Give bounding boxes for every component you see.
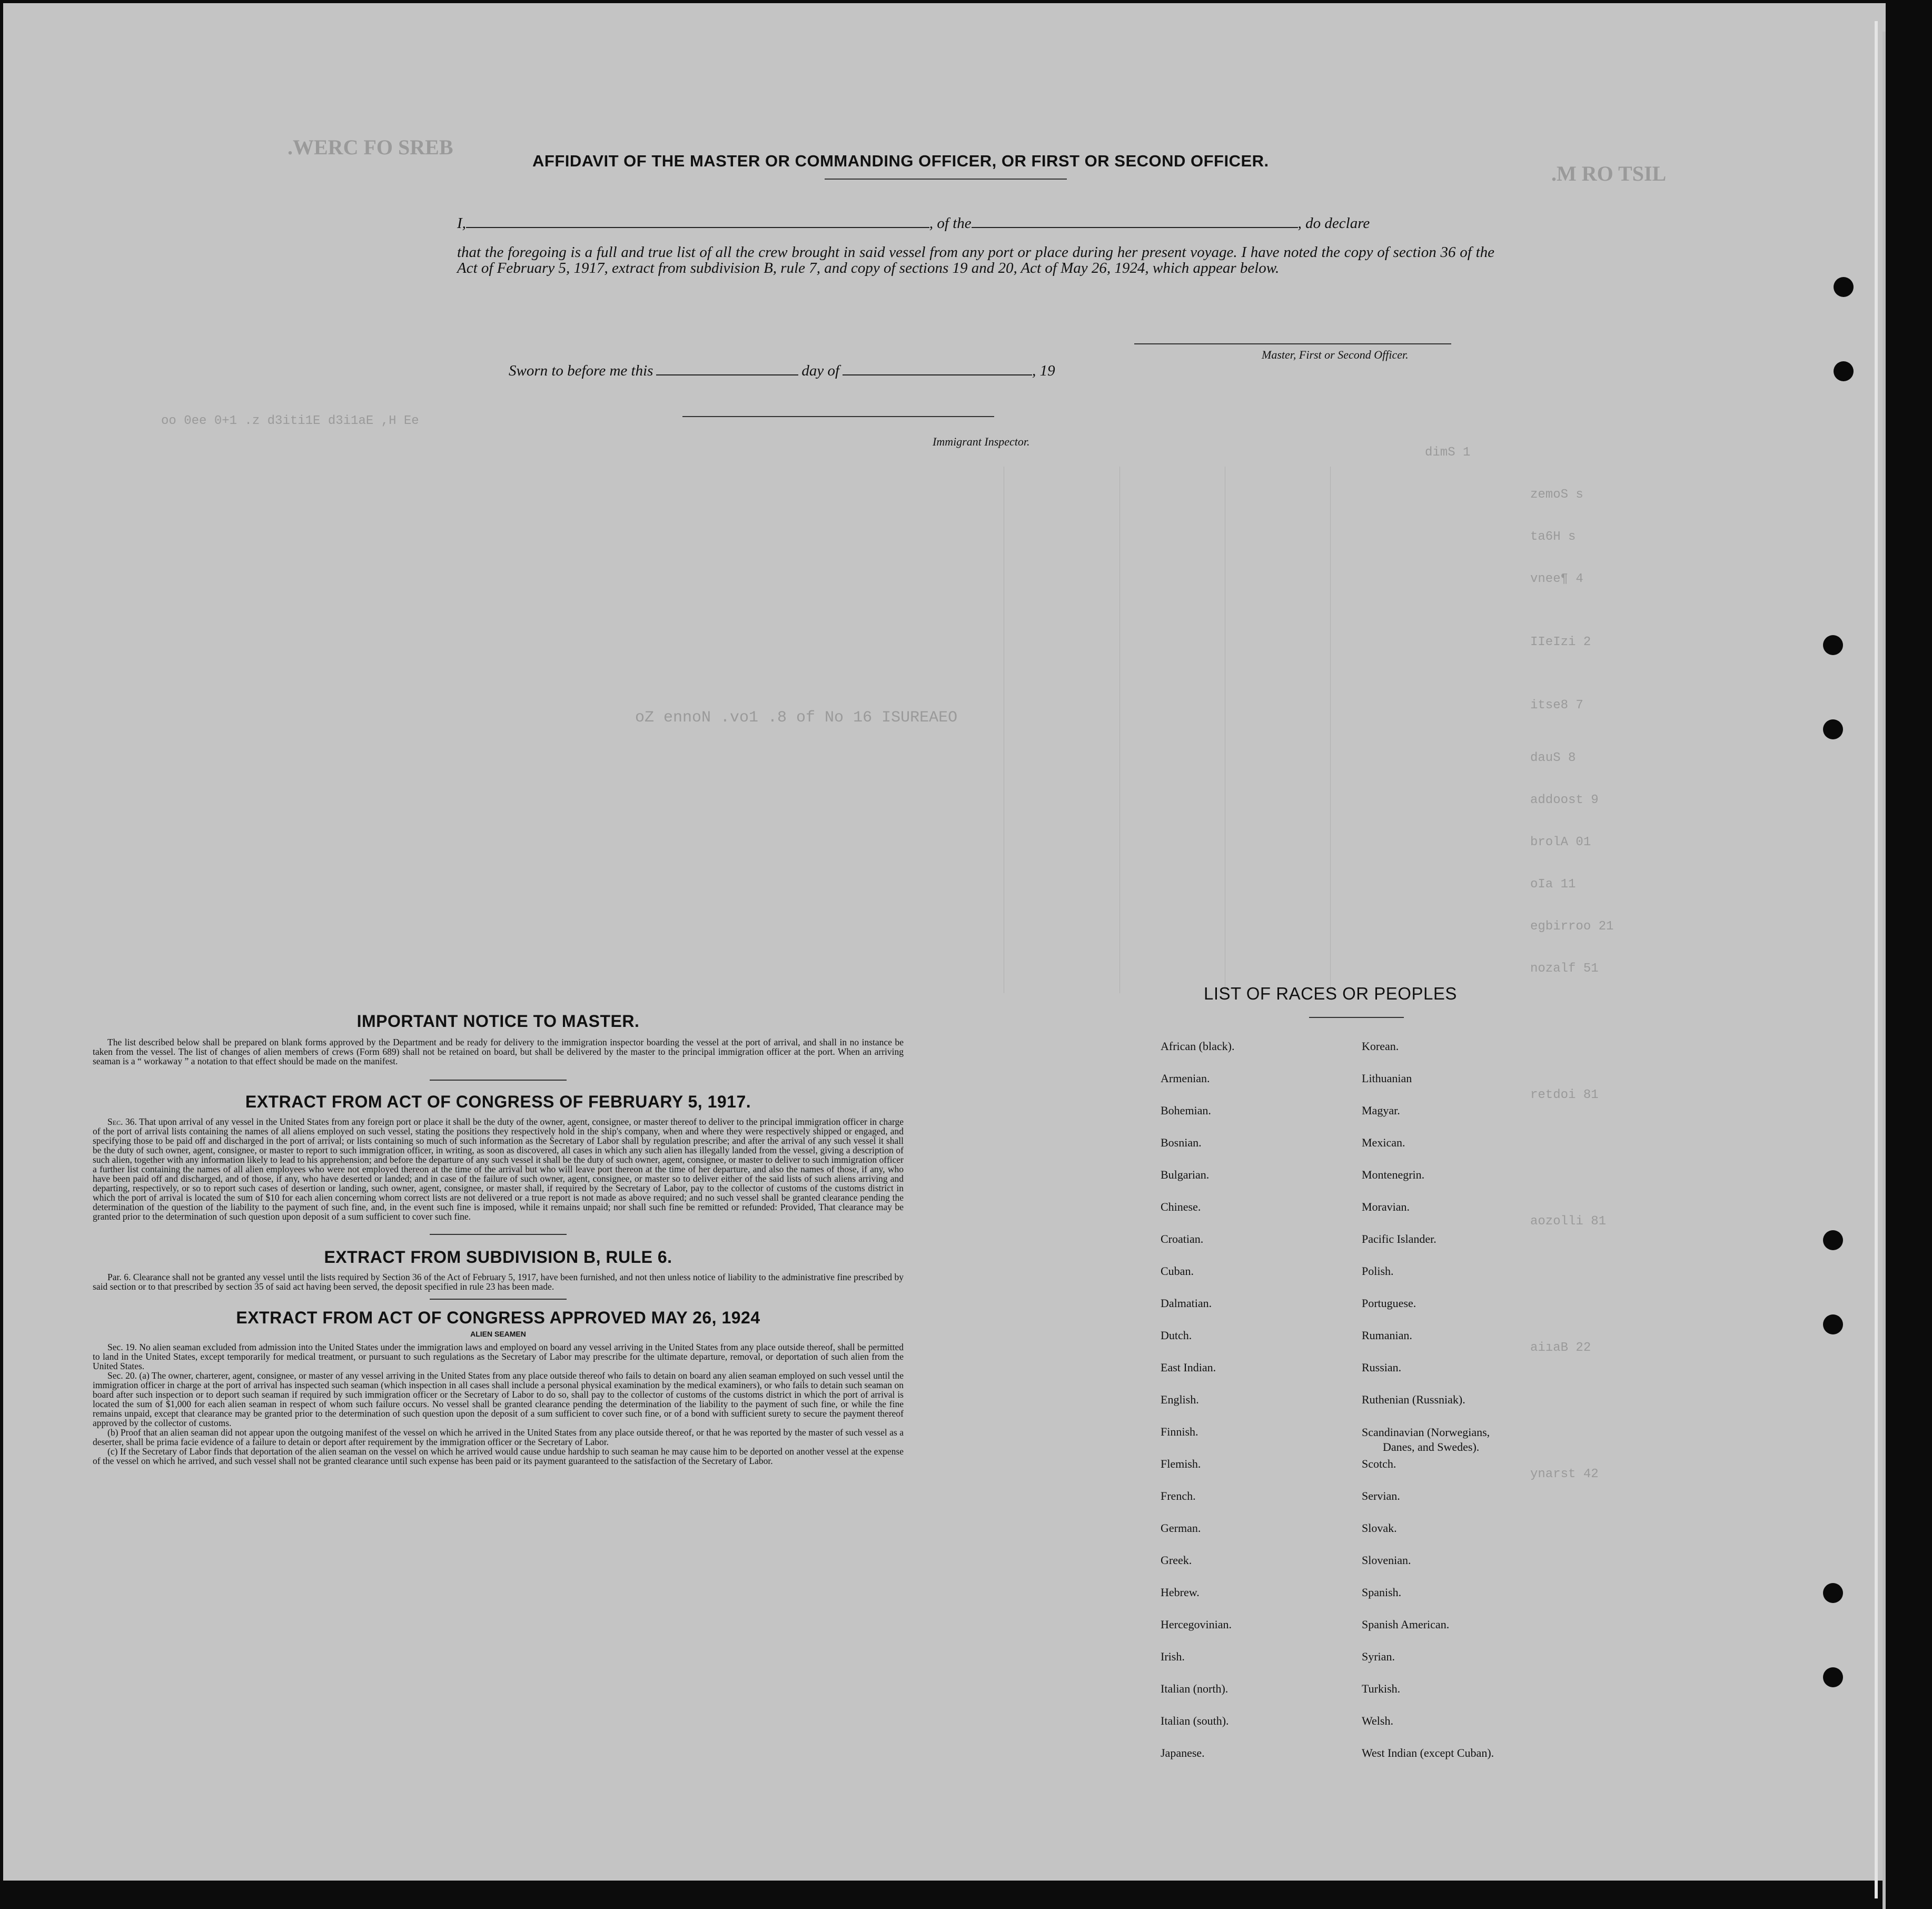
race-item-scandinavian: [1362, 1425, 1494, 1457]
races-title-underline: [1309, 1017, 1404, 1018]
race-item: Flemish.: [1161, 1457, 1201, 1470]
bleed-through-mark: aiıaB 22: [1530, 1341, 1591, 1355]
punch-hole: [1823, 635, 1843, 655]
race-item: Magyar.: [1362, 1104, 1400, 1117]
punch-hole: [1834, 277, 1854, 297]
bleed-through-mark: retdoi 81: [1530, 1088, 1599, 1102]
race-item: Chinese.: [1161, 1200, 1201, 1213]
race-item: West Indian (except Cuban).: [1362, 1746, 1494, 1759]
affidavit-declare-label: , do declare: [1297, 215, 1370, 232]
race-item: Mexican.: [1362, 1136, 1405, 1149]
race-item: Slovenian.: [1362, 1554, 1411, 1567]
races-right-column: [1362, 1040, 1494, 1778]
race-item: Pacific Islander.: [1362, 1232, 1436, 1245]
notice-title: IMPORTANT NOTICE TO MASTER.: [356, 1012, 640, 1031]
race-item: Dutch.: [1161, 1329, 1192, 1342]
race-item: Syrian.: [1362, 1650, 1395, 1663]
race-item: German.: [1161, 1521, 1201, 1535]
section-divider: [430, 1299, 567, 1300]
race-item: Spanish American.: [1362, 1618, 1450, 1631]
affidavit-i-label: I,: [457, 215, 466, 232]
sec20c-paragraph: (c) If the Secretary of Labor finds that deportation of the alien seaman on the vessel on which he arrived would cause undue hardship to such seaman he may cause him to be deported on another vessel at the expense of the vessel on which he arrived, and such vessel shall not be granted clearance until such expense has been paid or its payment guaranteed to the satisfaction of the Secretary of Labor.: [93, 1446, 904, 1466]
race-item: Italian (south).: [1161, 1714, 1229, 1727]
notice-text: [93, 1037, 904, 1066]
race-item: Moravian.: [1362, 1200, 1410, 1213]
bleed-through-mark: IIeIzi 2: [1530, 635, 1591, 649]
bleed-through-line: [1330, 467, 1331, 993]
extract-1924-title: EXTRACT FROM ACT OF CONGRESS APPROVED MAY 26, 1924: [236, 1308, 760, 1327]
sec20b-paragraph: (b) Proof that an alien seaman did not appear upon the outgoing manifest of the vessel on which he arrived in the United States from any place outside thereof, or that he was reported by the master of such vessel as a deserter, shall be prima facie evidence of a failure to detain or deport after requirement by the immigration officer or the Secretary of Labor.: [93, 1427, 904, 1447]
race-item: Welsh.: [1362, 1714, 1393, 1727]
document-page: [3, 3, 1886, 1881]
sworn-line: [509, 362, 1141, 380]
bleed-through-mark: brolA 01: [1530, 835, 1591, 849]
rule-6-text: [93, 1272, 904, 1291]
notice-paragraph: The list described below shall be prepared on blank forms approved by the Department and be ready for delivery to the immigration inspector boarding the vessel at the port of arrival, and shall in no instance be taken from the vessel. The list of changes of alien members of crews (Form 689) shall not be retained on board, but shall be delivered by the master to the principal immigration officer at the port. When an arriving seaman is a “ workaway ” a notation to that effect should be made on the manifest.: [93, 1037, 904, 1066]
master-signature-line[interactable]: [1134, 343, 1451, 344]
title-underline: [825, 179, 1067, 180]
master-caption: Master, First or Second Officer.: [1262, 348, 1409, 361]
race-item: Scotch.: [1362, 1457, 1396, 1470]
race-item: Scandinavian (Norwegians,: [1362, 1426, 1490, 1439]
race-item: Servian.: [1362, 1489, 1400, 1502]
race-item: Slovak.: [1362, 1521, 1397, 1535]
alien-seamen-subtitle: ALIEN SEAMEN: [470, 1330, 526, 1338]
punch-hole: [1823, 1583, 1843, 1603]
punch-hole: [1823, 1314, 1843, 1334]
race-item: Russian.: [1362, 1361, 1402, 1374]
sworn-day-blank[interactable]: [656, 363, 798, 375]
extract-1917-title: EXTRACT FROM ACT OF CONGRESS OF FEBRUARY 5, 1917.: [245, 1092, 751, 1111]
affidavit-declaration-line: [457, 215, 1494, 232]
race-item: Cuban.: [1161, 1264, 1194, 1278]
punch-hole: [1834, 361, 1854, 381]
bleed-through-mark: oIa 11: [1530, 877, 1576, 892]
race-item: French.: [1161, 1489, 1196, 1502]
sec20a-paragraph: Sec. 20. (a) The owner, charterer, agent, consignee, or master of any vessel arriving in the United States from any place outside thereof who fails to detain on board any alien seaman employed on such vessel until the immigration officer in charge at the port of arrival has inspected such seaman (which inspection in all cases shall include a personal physical examination by the medical examiners), or who fails to detain such seaman on board after such inspection or to deport such seaman if required by such immigration officer or the Secretary of Labor to do so, shall pay to the collector of customs of the customs district in which the port of arrival is located the sum of $1,000 for each alien seaman in respect of whom such failure occurs. No vessel shall be granted clearance pending the determination of the liability to the payment of such fine, or while the fine remains unpaid, except that clearance may be granted prior to the determination of such question upon the deposit of a sum sufficient to cover such fine, or of a bond with sufficient surety to secure the payment thereof approved by the collector of customs.: [93, 1370, 904, 1428]
bleed-through-mark: vnee¶ 4: [1530, 572, 1583, 586]
race-item: Korean.: [1362, 1040, 1399, 1053]
bleed-through-mark: zemoS s: [1530, 488, 1583, 502]
section-divider: [430, 1234, 567, 1235]
race-item: Hebrew.: [1161, 1586, 1200, 1599]
bleed-through-mark: itse8 7: [1530, 698, 1583, 713]
bleed-through-mark: .WERC FO SREB: [288, 135, 453, 159]
race-item: Spanish.: [1362, 1586, 1402, 1599]
race-item: Bulgarian.: [1161, 1168, 1210, 1181]
vessel-name-blank[interactable]: [972, 215, 1298, 228]
inspector-signature-line[interactable]: [682, 416, 994, 417]
bleed-through-mark: oo 0ee 0+1 .z d3iti1E d3i1aE ,H Ee: [161, 414, 419, 428]
punch-hole: [1823, 1230, 1843, 1250]
bleed-through-mark: ta6H s: [1530, 530, 1576, 544]
race-item: Polish.: [1362, 1264, 1394, 1278]
affidavit-title: AFFIDAVIT OF THE MASTER OR COMMANDING OFFICER, OR FIRST OR SECOND OFFICER.: [532, 152, 1269, 170]
race-item: Croatian.: [1161, 1232, 1204, 1245]
bleed-through-mark: egbirroo 21: [1530, 919, 1614, 934]
race-item: Lithuanian: [1362, 1072, 1412, 1085]
bleed-through-mark: addoost 9: [1530, 793, 1599, 807]
bleed-through-mark: aozolli 81: [1530, 1214, 1607, 1229]
sec36-body: That upon arrival of any vessel in the United States from any foreign port or place it shall be the duty of the owner, agent, consignee, or master thereof to deliver to the principal immigration officer in charge of the port of arrival lists containing the names of all aliens employed on such vessel, stating the positions they respectively hold in the ship's company, when and where they were respectively shipped or engaged, and specifying those to be paid off and discharged in the port of arrival; or lists containing so much of such information as the Secretary of Labor shall by regulation prescribe; and after the arrival of any such vessel it shall be the duty of such owner, agent, consignee, or master to report to such immigration officer, in writing, as soon as discovered, all cases in which any such alien has illegally landed from the vessel, giving a description of such alien, together with any information likely to lead to his apprehension; and before the departure of any such vessel it shall be the duty of such owner, agent, consignee, or master to deliver to such immigration officer a further list containing the names of all alien employees who were not employed thereon at the time of the arrival but who will leave port thereon at the time of her departure, and also the names of those, if any, who have been paid off and discharged, and of those, if any, who have deserted or landed; and in case of the failure of such owner, agent, consignee, or master so to deliver either of the said lists of such aliens arriving and departing, respectively, or so to report such cases of desertion or landing, such owner, agent, consignee, or master shall, if required by the Secretary of Labor, pay to the collector of customs of the customs district in which the port of arrival is located the sum of $10 for each alien concerning whom correct lists are not delivered or a true report is not made as above required; and no such vessel shall be granted clearance pending the determination of the question of the liability to the payment of such fine, and, in the event such fine is imposed, while it remains unpaid; nor shall such fine be remitted or refunded: Provided, That clearance may be granted prior to the determination of such question upon deposit of a sum sufficient to cover such fine.: [93, 1116, 904, 1222]
extract-1924-text: [93, 1342, 904, 1466]
section-divider: [430, 1080, 567, 1081]
race-item: Armenian.: [1161, 1072, 1210, 1085]
rule-6-title: EXTRACT FROM SUBDIVISION B, RULE 6.: [324, 1248, 672, 1267]
race-item: Italian (north).: [1161, 1682, 1228, 1695]
page-edge: [1883, 32, 1886, 1909]
sec36-lead: Sec. 36.: [107, 1116, 137, 1127]
race-item: Bohemian.: [1161, 1104, 1211, 1117]
race-item: African (black).: [1161, 1040, 1235, 1053]
officer-name-blank[interactable]: [466, 215, 929, 228]
bleed-through-mark: oZ ennoN .vo1 .8 of No 16 ISUREAEO: [635, 709, 958, 727]
race-item: Hercegovinian.: [1161, 1618, 1232, 1631]
race-item: Finnish.: [1161, 1425, 1198, 1438]
punch-hole: [1823, 1667, 1843, 1687]
affidavit-of-label: , of the: [929, 215, 972, 232]
bleed-through-line: [1119, 467, 1120, 993]
races-title: LIST OF RACES OR PEOPLES: [1204, 984, 1457, 1003]
race-item: Bosnian.: [1161, 1136, 1202, 1149]
race-item: Rumanian.: [1362, 1329, 1412, 1342]
bleed-through-mark: dauS 8: [1530, 751, 1576, 765]
bleed-through-mark: nozalf 51: [1530, 962, 1599, 976]
race-item: Greek.: [1161, 1554, 1192, 1567]
bleed-through-mark: ynarst 42: [1530, 1467, 1599, 1481]
race-item: Ruthenian (Russniak).: [1362, 1393, 1465, 1406]
race-item-continuation: Danes, and Swedes).: [1383, 1440, 1480, 1453]
race-item: Turkish.: [1362, 1682, 1401, 1695]
race-item: Japanese.: [1161, 1746, 1205, 1759]
page-edge: [1875, 21, 1878, 1898]
sworn-label: Sworn to before me this: [509, 362, 653, 379]
bleed-through-mark: dimS 1: [1425, 446, 1471, 460]
race-item: Portuguese.: [1362, 1297, 1416, 1310]
legal-column: [93, 1012, 904, 1466]
extract-1917-text: [93, 1117, 904, 1221]
affidavit-body: that the foregoing is a full and true list of all the crew brought in said vessel from any port or place during her present voyage. I have noted the copy of section 36 of the Act of February 5, 1917, extract from subdivision B, rule 7, and copy of sections 19 and 20, Act of May 26, 1924, which appear below.: [457, 244, 1494, 276]
race-item: East Indian.: [1161, 1361, 1216, 1374]
inspector-caption: Immigrant Inspector.: [933, 435, 1030, 448]
day-of-label: day of: [801, 362, 840, 379]
rule-6-paragraph: Par. 6. Clearance shall not be granted any vessel until the lists required by Section 36 of the Act of February 5, 1917, have been furnished, and not then unless notice of liability to the administrative fine prescribed by said section or to that prescribed by section 35 of said act having been served, the deposit specified in rule 23 has been made.: [93, 1272, 904, 1292]
race-item: English.: [1161, 1393, 1199, 1406]
race-item: Dalmatian.: [1161, 1297, 1212, 1310]
bleed-through-mark: .M RO TSIL: [1551, 162, 1667, 185]
race-item: Montenegrin.: [1362, 1168, 1425, 1181]
sec19-paragraph: Sec. 19. No alien seaman excluded from admission into the United States under the immigration laws and employed on board any vessel arriving in the United States from any place outside thereof, shall be permitted to land in the United States, except temporarily for medical treatment, or pursuant to such regulations as the Secretary of Labor may prescribe for the ultimate departure, removal, or deportation of such alien from the United States.: [93, 1342, 904, 1371]
sworn-month-blank[interactable]: [843, 363, 1032, 375]
race-item: Irish.: [1161, 1650, 1185, 1663]
punch-hole: [1823, 719, 1843, 739]
year-label: , 19: [1032, 362, 1055, 379]
races-left-column: [1161, 1040, 1234, 1778]
